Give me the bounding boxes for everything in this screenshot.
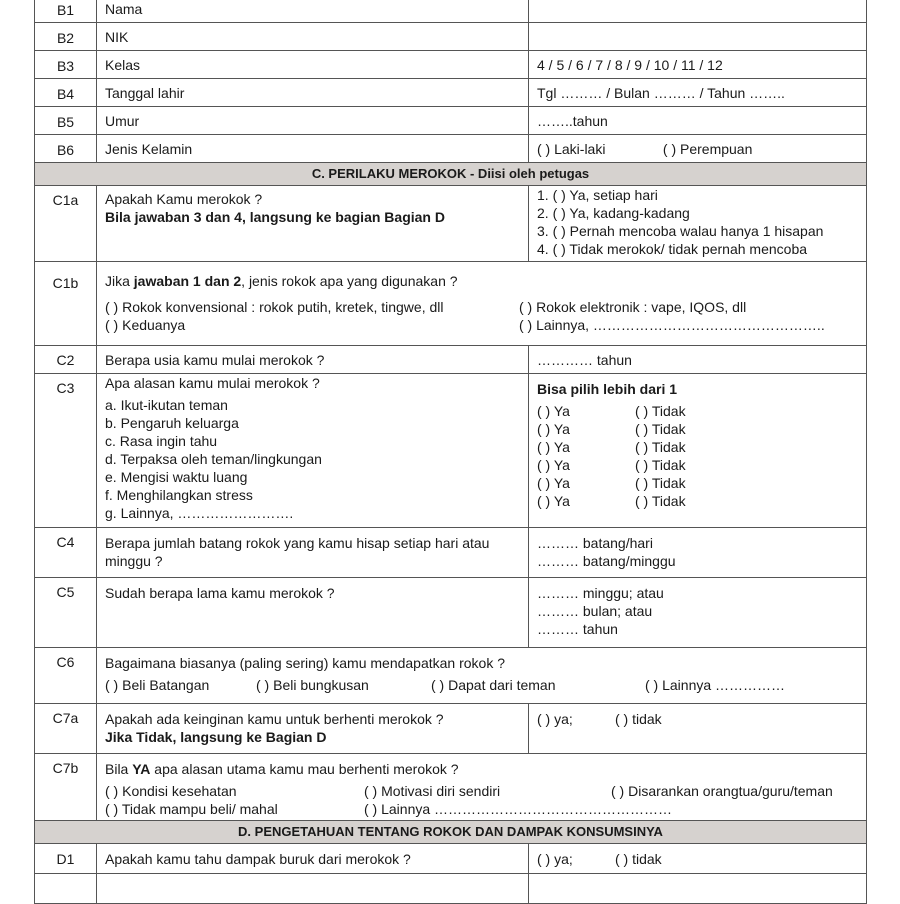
answer-field-umur[interactable]: ……..tahun [529,107,867,135]
section-c-header [35,163,867,186]
option-2[interactable]: 2. ( ) Ya, kadang-kadang [537,205,690,221]
answer-tahun[interactable]: ……… tahun [537,621,618,637]
reason-g: g. Lainnya, ……………………. [105,505,294,521]
row-code: B5 [35,107,97,135]
row-code: C1a [35,186,97,262]
row-label: Kelas [97,51,529,79]
reason-e: e. Mengisi waktu luang [105,469,248,485]
option-perempuan[interactable]: ( ) Perempuan [662,140,753,157]
question-text: Apa alasan kamu mulai merokok ? [105,375,320,391]
answer-empty [529,874,867,904]
row-c7a [35,704,867,754]
option-lainnya[interactable]: ( ) Lainnya …………………………………………… [364,801,673,817]
row-d2-partial [35,874,867,904]
option-4[interactable]: 4. ( ) Tidak merokok/ tidak pernah mencoba [537,241,808,257]
choice-tidak-f[interactable]: ( ) Tidak [635,493,686,509]
row-c6 [35,648,867,704]
row-code: C2 [35,346,97,374]
answer-batang-minggu[interactable]: ……… batang/minggu [537,553,676,569]
option-beli-bungkusan[interactable]: ( ) Beli bungkusan [256,677,369,693]
question-text [105,272,858,290]
row-d1 [35,844,867,874]
option-keduanya[interactable]: ( ) Keduanya [105,317,186,333]
row-code: C6 [35,648,97,704]
answer-field-nama[interactable] [529,0,867,23]
row-b2 [35,23,867,51]
row-c7b [35,754,867,821]
skip-note: Bila jawaban 3 dan 4, langsung ke bagian Bagian D [105,209,445,225]
row-code-empty [35,874,97,904]
reason-b: b. Pengaruh keluarga [105,415,239,431]
option-beli-batangan[interactable]: ( ) Beli Batangan [105,677,210,693]
row-label: Umur [97,107,529,135]
option-3[interactable]: 3. ( ) Pernah mencoba walau hanya 1 hisapan [537,223,824,239]
row-b5 [35,107,867,135]
row-label: Jenis Kelamin [97,135,529,163]
choice-ya-a[interactable]: ( ) Ya [537,403,570,419]
option-ya[interactable]: ( ) ya; [537,711,573,727]
reason-choices [537,402,858,510]
answer-batang-hari[interactable]: ……… batang/hari [537,535,653,551]
answer-field-tanggal-lahir[interactable]: Tgl ……… / Bulan ……… / Tahun …….. [529,79,867,107]
choice-ya-e[interactable]: ( ) Ya [537,475,570,491]
answer-field-usia[interactable]: ………… tahun [529,346,867,374]
option-ya[interactable]: ( ) ya; [537,850,573,867]
row-b1 [35,0,867,23]
question-text-empty [97,874,529,904]
answer-field-kelas[interactable]: 4 / 5 / 6 / 7 / 8 / 9 / 10 / 11 / 12 [529,51,867,79]
row-code: D1 [35,844,97,874]
row-code: B4 [35,79,97,107]
row-code: B2 [35,23,97,51]
questionnaire-table [34,0,867,904]
row-code: B1 [35,0,97,23]
question-text: Bagaimana biasanya (paling sering) kamu mendapatkan rokok ? [105,655,506,671]
question-text [105,760,858,778]
choice-ya-c[interactable]: ( ) Ya [537,439,570,455]
choice-tidak-b[interactable]: ( ) Tidak [635,421,686,437]
choice-ya-d[interactable]: ( ) Ya [537,457,570,473]
question-prefix: Bila [105,761,133,777]
row-b6 [35,135,867,163]
option-tidak[interactable]: ( ) tidak [615,711,662,727]
row-c4 [35,528,867,578]
question-text: Apakah kamu tahu dampak buruk dari merokok ? [97,844,529,874]
multi-select-hint: Bisa pilih lebih dari 1 [537,381,678,397]
question-text: Berapa usia kamu mulai merokok ? [97,346,529,374]
choice-tidak-a[interactable]: ( ) Tidak [635,403,686,419]
option-kondisi-kesehatan[interactable]: ( ) Kondisi kesehatan [105,783,237,799]
row-label: Tanggal lahir [97,79,529,107]
section-title: D. PENGETAHUAN TENTANG ROKOK DAN DAMPAK KONSUMSINYA [35,821,867,844]
row-c1b [35,262,867,346]
reason-c: c. Rasa ingin tahu [105,433,218,449]
question-prefix: Jika [105,273,134,289]
option-dapat-dari-teman[interactable]: ( ) Dapat dari teman [431,677,556,693]
section-d-header [35,821,867,844]
choice-ya-f[interactable]: ( ) Ya [537,493,570,509]
row-code: C3 [35,374,97,528]
question-emphasis: jawaban 1 dan 2 [133,273,242,289]
reason-f: f. Menghilangkan stress [105,487,253,503]
option-lainnya[interactable]: ( ) Lainnya …………… [645,677,786,693]
question-suffix: , jenis rokok apa yang digunakan ? [241,273,458,289]
option-1[interactable]: 1. ( ) Ya, setiap hari [537,187,658,203]
row-c5 [35,578,867,648]
answer-field-nik[interactable] [529,23,867,51]
choice-tidak-d[interactable]: ( ) Tidak [635,457,686,473]
row-c2 [35,346,867,374]
choice-ya-b[interactable]: ( ) Ya [537,421,570,437]
option-elektronik[interactable]: ( ) Rokok elektronik : vape, IQOS, dll [519,299,747,315]
question-emphasis: YA [132,761,151,777]
choice-tidak-e[interactable]: ( ) Tidak [635,475,686,491]
question-text: Apakah ada keinginan kamu untuk berhenti merokok ? [105,711,444,727]
row-code: C1b [35,262,97,346]
row-label: Nama [97,0,529,23]
answer-minggu[interactable]: ……… minggu; atau [537,585,664,601]
reason-d: d. Terpaksa oleh teman/lingkungan [105,451,322,467]
row-b3 [35,51,867,79]
option-laki-laki[interactable]: ( ) Laki-laki [537,140,606,157]
option-motivasi-diri[interactable]: ( ) Motivasi diri sendiri [364,783,501,799]
question-text: Apakah Kamu merokok ? [105,191,263,207]
row-b4 [35,79,867,107]
reason-a: a. Ikut-ikutan teman [105,397,228,413]
row-code: B6 [35,135,97,163]
row-code: C7a [35,704,97,754]
gender-options [529,135,867,163]
row-code: B3 [35,51,97,79]
row-code: C7b [35,754,97,821]
question-text: Berapa jumlah batang rokok yang kamu hisap setiap hari atau minggu ? [97,528,529,578]
option-tidak-mampu-beli[interactable]: ( ) Tidak mampu beli/ mahal [105,801,278,817]
row-code: C5 [35,578,97,648]
option-disarankan[interactable]: ( ) Disarankan orangtua/guru/teman [611,783,833,799]
skip-note: Jika Tidak, langsung ke Bagian D [105,729,327,745]
option-lainnya[interactable]: ( ) Lainnya, ………………………………………….. [519,317,825,333]
row-code: C4 [35,528,97,578]
row-c3 [35,374,867,528]
question-suffix: apa alasan utama kamu mau berhenti merokok ? [150,761,459,777]
choice-tidak-c[interactable]: ( ) Tidak [635,439,686,455]
row-label: NIK [97,23,529,51]
question-text: Sudah berapa lama kamu merokok ? [97,578,529,648]
option-tidak[interactable]: ( ) tidak [615,850,662,867]
option-konvensional[interactable]: ( ) Rokok konvensional : rokok putih, kretek, tingwe, dll [105,299,444,315]
row-c1a [35,186,867,262]
section-title: C. PERILAKU MEROKOK - Diisi oleh petugas [35,163,867,186]
questionnaire-sheet [34,0,866,904]
answer-bulan[interactable]: ……… bulan; atau [537,603,653,619]
